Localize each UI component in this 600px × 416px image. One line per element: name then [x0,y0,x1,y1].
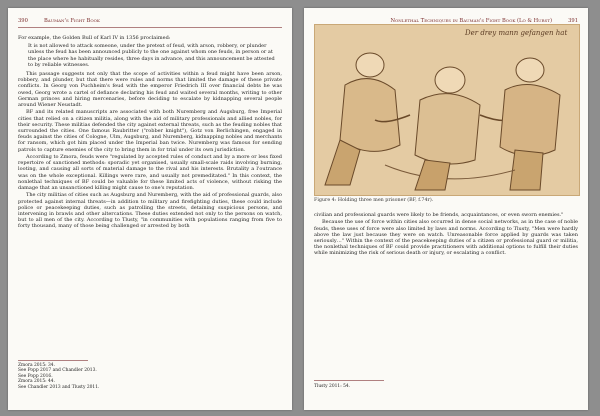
inscription-text: Der drey mann gefangen hat [465,29,568,37]
manuscript-illustration [314,24,580,196]
paragraph: According to Zmora, feuds were "regulated by accepted rules of conduct and by a more or less fixed repertoire of sanctioned methods: sporadic yet organised, usually small-scale raids involving burning, looting, and causing all sorts of material damage to the rival and his interests. Brutality a l'outrance was on the whole exceptional. Killings were rare, and usually not premeditated." In this context, the nonlethal techniques of BF could be valuable for these limited acts of violence, without risking the damage that an unsanctioned killing might cause to one's reputation. [18,154,282,192]
left-body-text [18,35,282,231]
footnote-rule [18,360,88,361]
left-header-rule [18,27,282,28]
footnote: Tlusty 2011: 54. [314,384,351,389]
illustration-drawing [315,25,579,195]
footnote: See Chandler 2013 and Tlusty 2011. [18,384,100,390]
footnote: See Popp 2016. [18,373,53,379]
footnote: Zmora 2015: 44. [18,379,56,385]
footnote-rule [314,380,384,381]
figure-caption: Figure 4: Holding three men prisoner (BF, f.74r). [314,198,434,203]
left-header [18,18,282,30]
right-body-text [314,212,578,258]
right-page-number: 391 [568,18,578,24]
left-page-number: 390 [18,18,28,24]
paragraph: Because the use of force within cities also occurred in dense social networks, as in the case of noble feuds, these uses of force were also limited by laws and norms. According to Tlusty, "Men were hardly above the law just because they were on watch. Unreasonable force applied by guards was taken seriously…" Within the context of the peacekeeping duties of a citizen or professional guard or militia, the nonlethal techniques of BF could provide practitioners with additional options to fulfill their duties while minimizing the risk of serious death or injury, or escalating a conflict. [314,219,578,257]
right-footnotes [314,384,578,389]
left-page [8,8,292,410]
paragraph: civilian and professional guards were likely to be friends, acquaintances, or even sworn enemies." [314,212,564,218]
left-footnotes [18,363,282,390]
footnote: Zmora 2015: 34. [18,363,56,368]
paragraph: This passage suggests not only that the scope of activities within a feud might have been arson, robbery, and plunder, but that there were rules and norms that limited the damage of these private conflicts. In Georg von Puchheim's feud with the emperor Friedrich III over financial debts he was owed, Georg wrote a cartel of defiance declaring his feud and waited several months, writing to other German princes and hiring mercenaries, before deciding to escalate by kidnapping several people around Wiener Neustadt. [18,71,282,109]
block-quote: It is not allowed to attack someone, under the pretext of feud, with arson, robbery, or plunder unless the feud has been announced publicly to the one against whom one feuds, in person or at the place where he habitually resides, three days in advance, and this announcement be attested to by reliable witnesses. [28,43,275,68]
intro-paragraph: For example, the Golden Bull of Karl IV in 1356 proclaimed: [18,35,171,41]
footnote: See Popp 2017 and Chandler 2013. [18,368,97,374]
paragraph: The city militias of cities such as Augsburg and Nuremberg, with the aid of professional guards, also protected against internal threats—in addition to military and firefighting duties, these could include police or peacekeeping duties, such as patrolling the streets, detaining suspicious persons, and intervening in brawls and other altercations. These duties extended not only to the persons on watch, but to all men of the city. According to Tlusty, "in communities with populations ranging from five to forty thousand, many of those being challenged or arrested by both [18,192,282,230]
paragraph: BF and its related manuscripts are associated with both Nuremberg and Augsburg, free Imperial cities that relied on a citizen militia, along with the aid of military professionals and allied nobles, for their security. These militias defended the city against external threats, such as the feuding nobles that surrounded the cities. One famous Raubritter ("robber knight"), Gotz von Berlichingen, engaged in feuds against the cities of Cologne, Ulm, Augsburg, and Nuremberg, kidnapping nobles and merchants for ransom, which got him placed under the Imperial ban twice. Nuremberg was famous for sending patrols to capture enemies of the city to bring them in for trial under its own jurisdiction. [18,109,282,153]
right-page [304,8,588,410]
left-running-head: Bauman's Fight Book [44,18,100,24]
right-running-head: Nonlethal Techniques in Bauman's Fight Book (Lo & Hurst) [390,18,552,24]
